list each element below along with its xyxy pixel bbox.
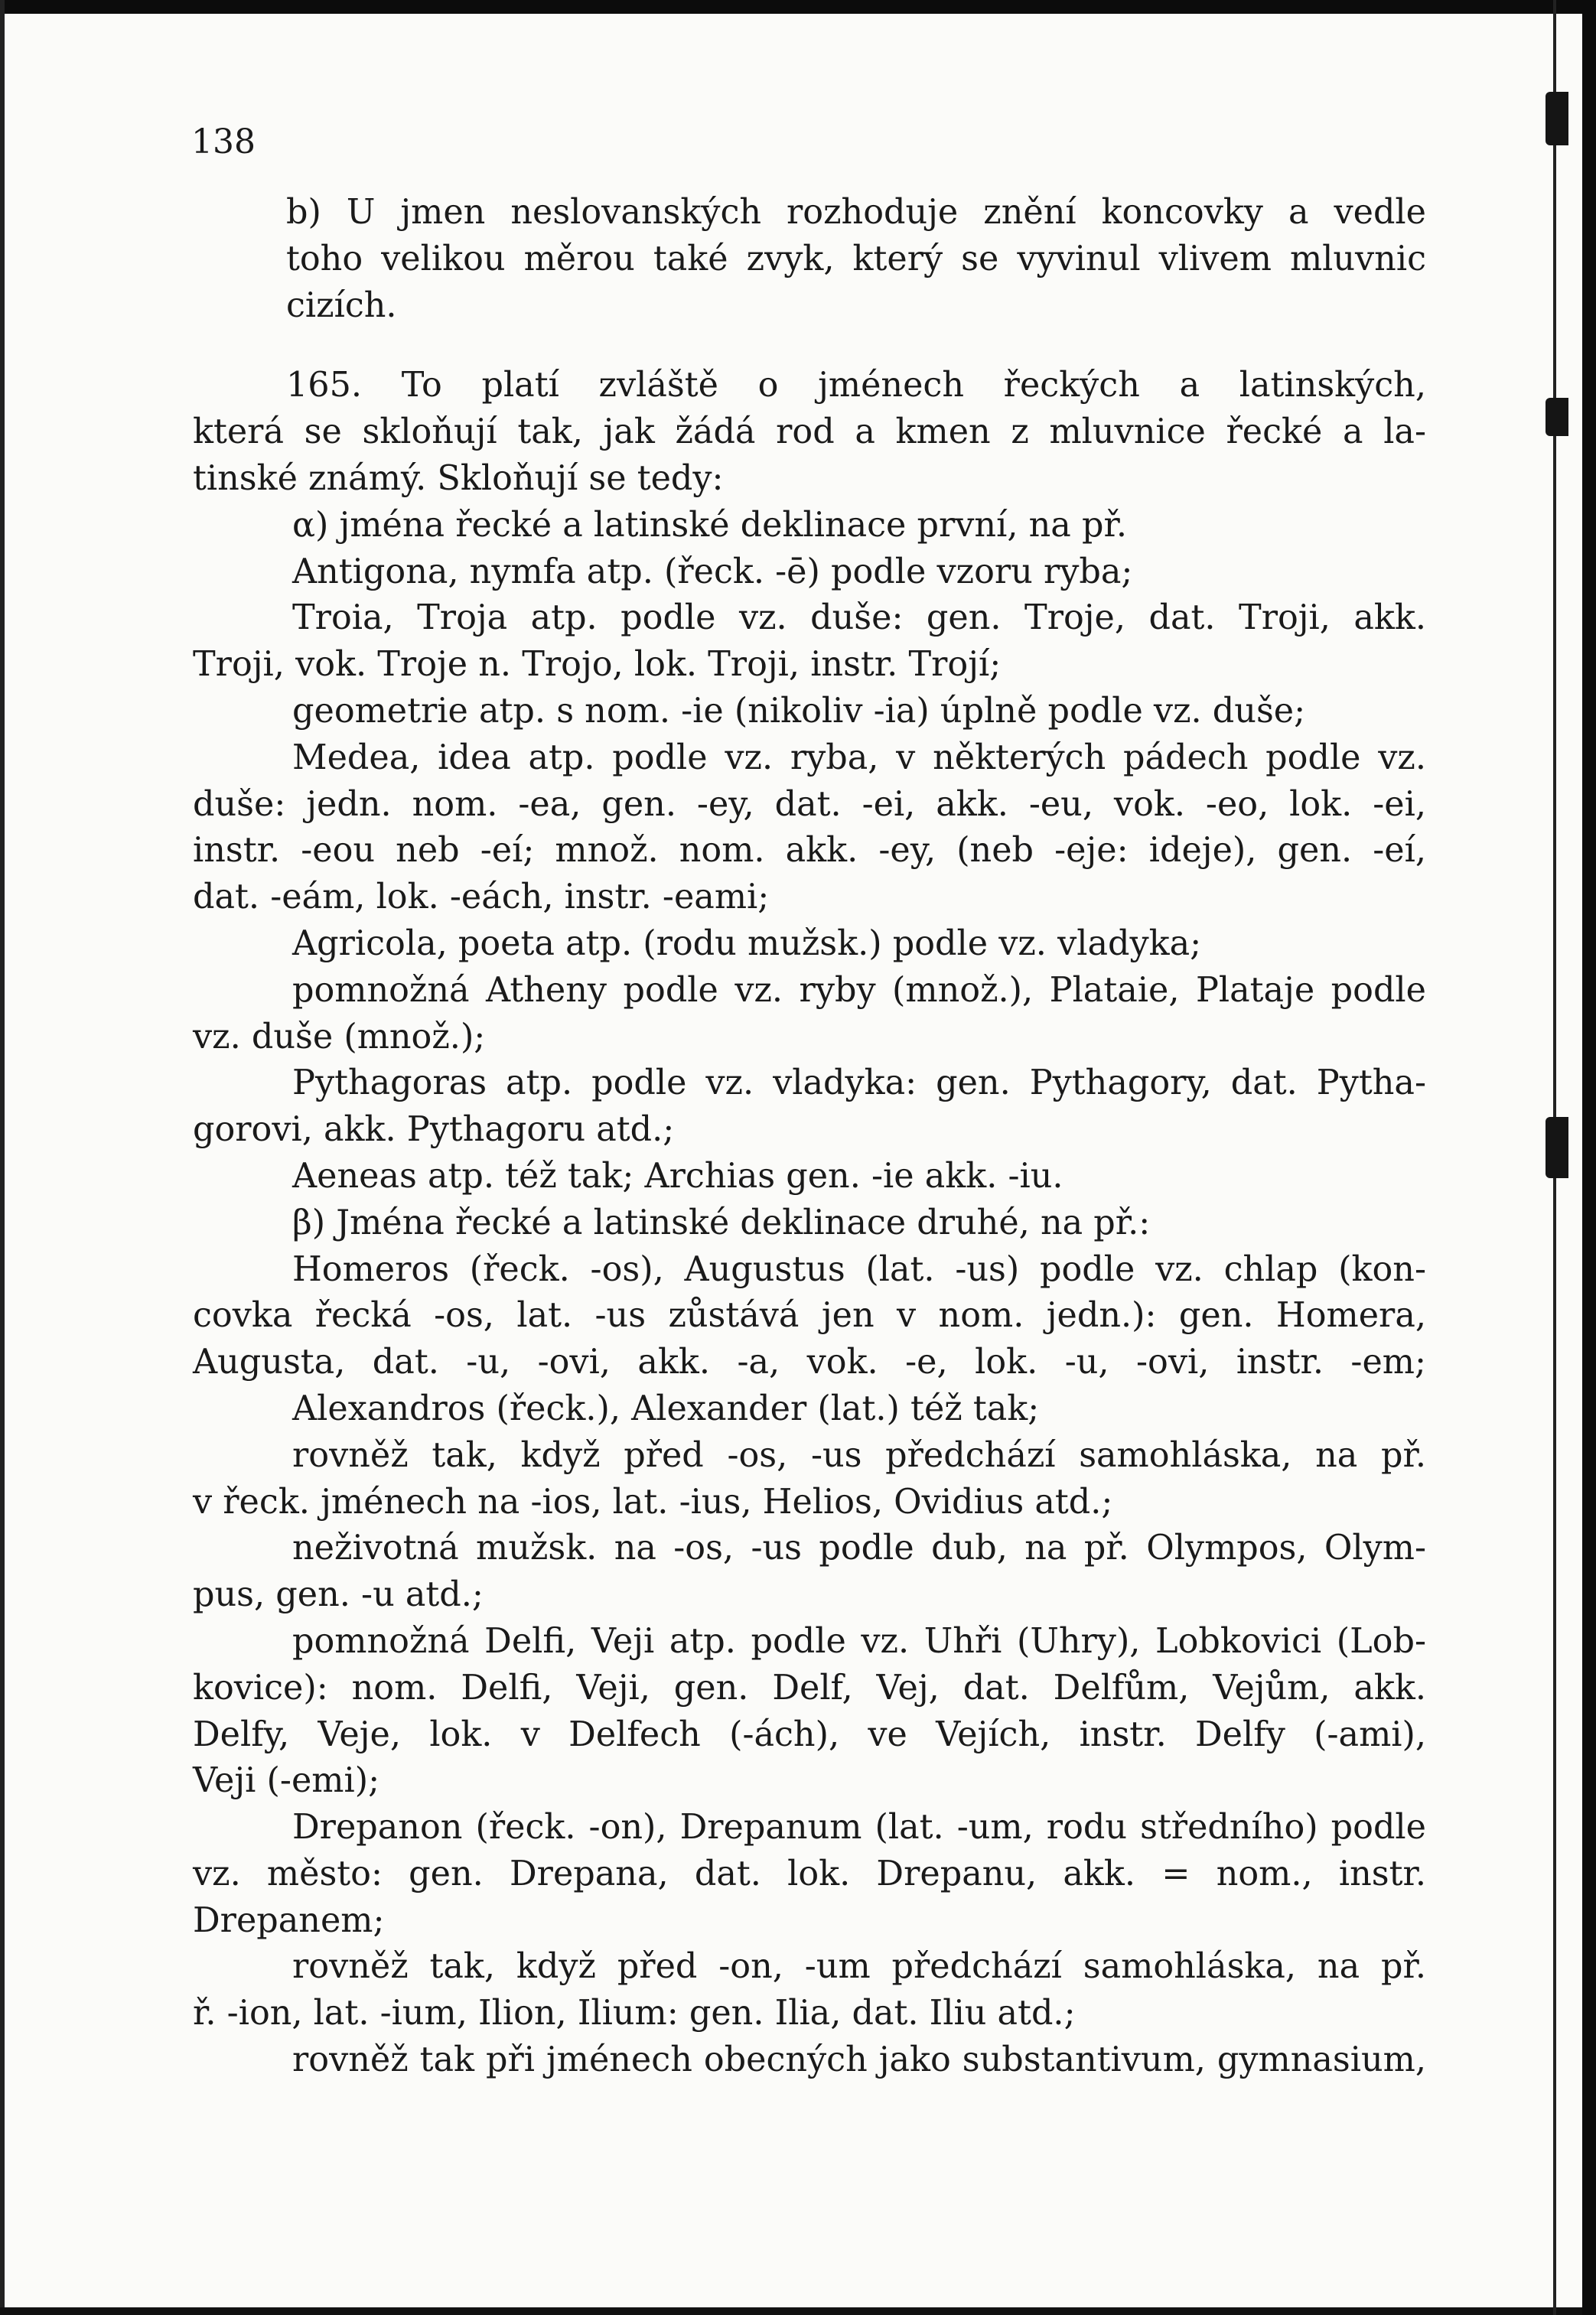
text-line: Delfy, Veje, lok. v Delfech (-ách), ve Vejích, instr. Delfy (-ami), — [193, 1714, 1426, 1754]
page-number: 138 — [191, 122, 256, 161]
text-line: neživotná mužsk. na -os, -us podle dub, na př. Olympos, Olym- — [292, 1529, 1426, 1568]
text-line: 165. To platí zvláště o jménech řeckých a latinských, — [286, 366, 1426, 405]
page-body — [193, 190, 1426, 2084]
text-line: geometrie atp. s nom. -ie (nikoliv -ia) úplně podle vz. duše; — [292, 691, 1306, 731]
scan-border-right — [1582, 0, 1596, 2315]
text-line: pomnožná Delfi, Veji atp. podle vz. Uhři (Uhry), Lobkovici (Lob- — [292, 1621, 1426, 1661]
text-line: gorovi, akk. Pythagoru atd.; — [193, 1110, 675, 1150]
text-line: rovněž tak, když před -os, -us předchází samohláska, na př. — [292, 1435, 1426, 1475]
scan-edge-mark — [1546, 1117, 1568, 1178]
text-line: Aeneas atp. též tak; Archias gen. -ie akk. -iu. — [292, 1156, 1063, 1196]
text-line: rovněž tak, když před -on, -um předchází samohláska, na př. — [292, 1947, 1426, 1987]
text-line: Homeros (řeck. -os), Augustus (lat. -us) podle vz. chlap (kon- — [292, 1249, 1426, 1289]
text-line: instr. -eou neb -eí; množ. nom. akk. -ey, (neb -eje: ideje), gen. -eí, — [193, 831, 1426, 871]
text-line: Drepanon (řeck. -on), Drepanum (lat. -um, rodu středního) podle — [292, 1808, 1426, 1848]
text-line: Agricola, poeta atp. (rodu mužsk.) podle vz. vladyka; — [292, 923, 1202, 963]
paragraph-gap — [193, 329, 1426, 363]
scan-border-left — [0, 0, 5, 2315]
text-line: covka řecká -os, lat. -us zůstává jen v nom. jedn.): gen. Homera, — [193, 1296, 1426, 1336]
text-line: tinské známý. Skloňují se tedy: — [193, 458, 724, 498]
text-line: toho velikou měrou také zvyk, který se vyvinul vlivem mluvnic — [286, 239, 1426, 278]
text-line: pomnožná Atheny podle vz. ryby (množ.), Plataie, Plataje podle — [292, 970, 1426, 1010]
text-line: α) jména řecké a latinské deklinace první, na př. — [292, 505, 1127, 545]
text-line: Antigona, nymfa atp. (řeck. -ē) podle vzoru ryba; — [292, 552, 1133, 591]
scan-edge-mark — [1546, 92, 1568, 145]
text-line: Pythagoras atp. podle vz. vladyka: gen. Pythagory, dat. Pytha- — [292, 1063, 1426, 1103]
text-line: pus, gen. -u atd.; — [193, 1575, 484, 1615]
text-line: Troia, Troja atp. podle vz. duše: gen. Troje, dat. Troji, akk. — [292, 598, 1426, 638]
text-line: kovice): nom. Delfi, Veji, gen. Delf, Vej, dat. Delfům, Vejům, akk. — [193, 1668, 1426, 1708]
text-line: β) Jména řecké a latinské deklinace druhé, na př.: — [292, 1203, 1151, 1242]
text-line: Drepanem; — [193, 1900, 385, 1940]
text-line: rovněž tak při jménech obecných jako substantivum, gymnasium, — [292, 2040, 1426, 2080]
text-line: Augusta, dat. -u, -ovi, akk. -a, vok. -e, lok. -u, -ovi, instr. -em; — [193, 1343, 1426, 1382]
scan-edge-mark — [1546, 398, 1568, 436]
text-line: ř. -ion, lat. -ium, Ilion, Ilium: gen. Ilia, dat. Iliu atd.; — [193, 1994, 1076, 2033]
text-line: v řeck. jménech na -ios, lat. -ius, Helios, Ovidius atd.; — [193, 1482, 1113, 1522]
text-line: b) U jmen neslovanských rozhoduje znění koncovky a vedle — [286, 193, 1426, 232]
text-line: Troji, vok. Troje n. Trojo, lok. Troji, instr. Trojí; — [193, 645, 1002, 685]
scan-border-top — [0, 0, 1596, 14]
text-line: cizích. — [286, 285, 397, 325]
text-line: Medea, idea atp. podle vz. ryba, v některých pádech podle vz. — [292, 737, 1426, 777]
text-line: Veji (-emi); — [193, 1761, 380, 1801]
text-line: Alexandros (řeck.), Alexander (lat.) též tak; — [292, 1389, 1040, 1428]
text-line: duše: jedn. nom. -ea, gen. -ey, dat. -ei, akk. -eu, vok. -eo, lok. -ei, — [193, 784, 1426, 824]
text-line: vz. duše (množ.); — [193, 1017, 486, 1057]
text-line: která se skloňují tak, jak žádá rod a kmen z mluvnice řecké a la- — [193, 412, 1426, 452]
text-line: vz. město: gen. Drepana, dat. lok. Drepanu, akk. = nom., instr. — [193, 1854, 1426, 1893]
scan-border-bottom — [0, 2307, 1596, 2315]
text-line: dat. -eám, lok. -eách, instr. -eami; — [193, 877, 770, 917]
